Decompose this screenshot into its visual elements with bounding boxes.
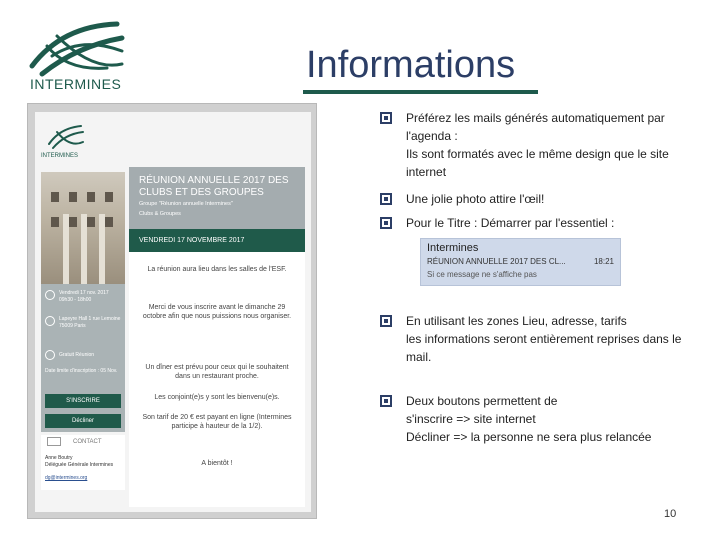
contact-details xyxy=(45,455,113,482)
email-preview xyxy=(27,103,317,519)
bullet-line: Une jolie photo attire l'œil! xyxy=(406,192,545,206)
email-paragraph: A bientôt ! xyxy=(201,460,233,467)
bullet-line: mail. xyxy=(406,350,432,364)
bullet-marker xyxy=(380,315,392,327)
email-paragraph: Merci de vous inscrire avant le dimanche 29 octobre afin que nous puissions nous organiser. xyxy=(142,304,292,321)
event-where: Lapeyre Hall 1 rue Lemoine 75009 Paris xyxy=(59,316,121,329)
mini-logo xyxy=(45,122,85,152)
bullet-text xyxy=(406,312,706,366)
email-sidebar xyxy=(41,172,125,481)
date-bar: VENDREDI 17 NOVEMBRE 2017 xyxy=(129,229,305,252)
bullet-line: Préférez les mails générés automatiquement par xyxy=(406,111,665,125)
clock-icon xyxy=(45,290,55,300)
event-deadline: Date limite d'inscription : 05 Nov. xyxy=(45,368,118,374)
envelope-icon xyxy=(47,437,61,446)
contact-name: Anne Boutry xyxy=(45,455,73,461)
decline-button[interactable]: Décliner xyxy=(45,414,121,428)
page-number: 10 xyxy=(664,508,677,520)
contact-heading: CONTACT xyxy=(73,439,102,445)
bullet-text xyxy=(406,392,706,446)
bullet-line: Deux boutons permettent de xyxy=(406,394,558,408)
bullet-marker xyxy=(380,395,392,407)
page-title: Informations xyxy=(306,44,516,86)
snippet-sender: Intermines xyxy=(427,242,479,254)
bullet-line: Décliner => la personne ne sera plus relancée xyxy=(406,430,652,444)
location-icon xyxy=(45,316,55,326)
event-details-panel xyxy=(41,284,125,432)
title-underline xyxy=(303,90,538,94)
contact-role: Déléguée Générale Intermines xyxy=(45,462,114,468)
bullet-line: l'agenda : xyxy=(406,129,458,143)
bullet-line: internet xyxy=(406,165,447,179)
email-heading: RÉUNION ANNUELLE 2017 DES CLUBS ET DES GROUPES xyxy=(139,175,289,198)
contact-box xyxy=(41,435,125,490)
bullet-marker xyxy=(380,193,392,205)
email-paragraph: Les conjoint(e)s y sont les bienvenu(e)s. xyxy=(154,394,280,401)
snippet-preview: Si ce message ne s'affiche pas xyxy=(427,270,537,279)
tag-icon xyxy=(45,350,55,360)
bullet-line: Ils sont formatés avec le même design que le site xyxy=(406,147,669,161)
email-paragraph: Son tarif de 20 € est payant en ligne (Intermines participe à hauteur de la 1/2). xyxy=(142,414,292,431)
bullet-text xyxy=(406,214,706,232)
bullet-line: Pour le Titre : Démarrer par l'essentiel : xyxy=(406,216,615,230)
email-paragraph: Un dîner est prévu pour ceux qui le souhaitent dans un restaurant proche. xyxy=(145,364,289,381)
snippet-subject: RÉUNION ANNUELLE 2017 DES CL... xyxy=(427,257,566,266)
bullet-text xyxy=(406,109,706,181)
event-price: Gratuit Réunion xyxy=(59,352,95,358)
bullet-marker xyxy=(380,217,392,229)
inbox-snippet xyxy=(420,238,621,286)
email-category: Clubs & Groupes xyxy=(139,211,181,217)
logo-text: INTERMINES xyxy=(30,76,122,92)
email-main xyxy=(129,167,305,507)
email-header xyxy=(129,167,305,229)
bullet-line: En utilisant les zones Lieu, adresse, tarifs xyxy=(406,314,627,328)
bullet-text xyxy=(406,190,706,208)
bullet-marker xyxy=(380,112,392,124)
bullet-line: s'inscrire => site internet xyxy=(406,412,536,426)
email-paragraph: La réunion aura lieu dans les salles de l'ESF. xyxy=(147,266,287,273)
snippet-time: 18:21 xyxy=(593,257,614,266)
email-body xyxy=(35,112,311,512)
bullet-line: les informations seront entièrement reprises dans le xyxy=(406,332,682,346)
email-group: Groupe "Réunion annuelle Intermines" xyxy=(139,201,233,207)
contact-email[interactable]: dg@intermines.org xyxy=(45,475,88,481)
building-photo xyxy=(41,172,125,284)
mini-logo-text: INTERMINES xyxy=(41,153,79,159)
event-when: Vendredi 17 nov. 2017 09h30 - 18h00 xyxy=(59,290,109,303)
register-button[interactable]: S'INSCRIRE xyxy=(45,394,121,408)
